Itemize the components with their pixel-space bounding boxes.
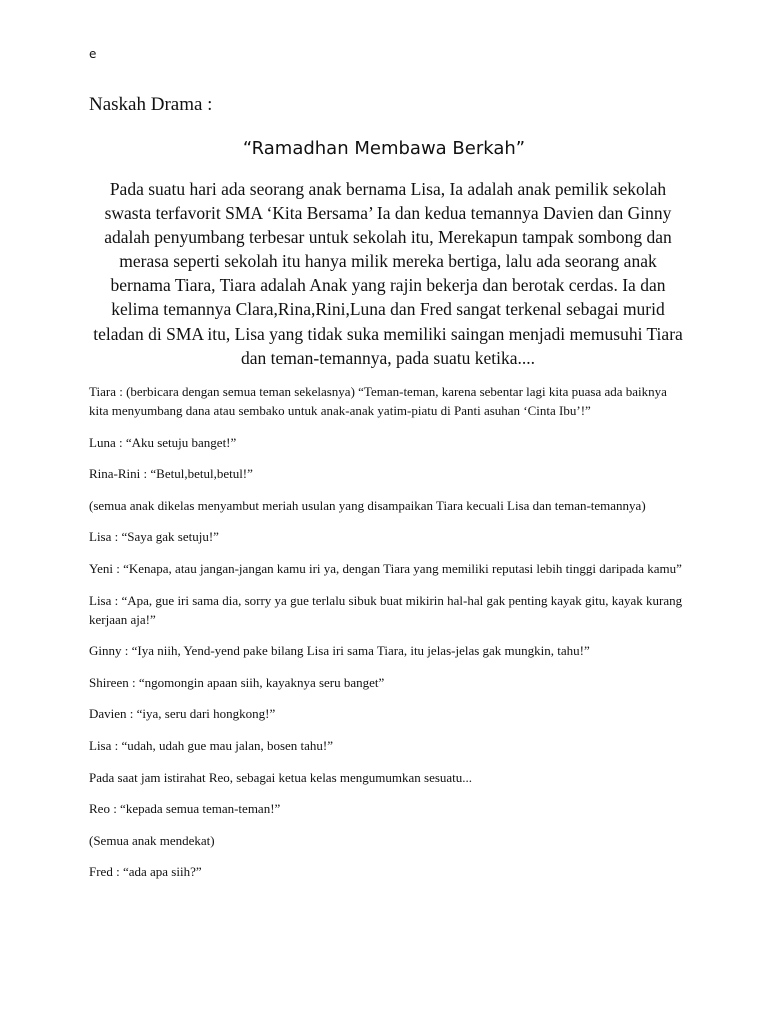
dialogue-line: Fred : “ada apa siih?” <box>89 864 202 880</box>
corner-mark: e <box>89 47 97 61</box>
dialogue-line: Yeni : “Kenapa, atau jangan-jangan kamu iri ya, dengan Tiara yang memiliki reputasi lebih tinggi daripada kamu” <box>89 560 682 576</box>
script-heading: Naskah Drama : <box>89 94 213 115</box>
drama-title: “Ramadhan Membawa Berkah” <box>242 138 526 159</box>
stage-direction: (Semua anak mendekat) <box>89 832 215 848</box>
dialogue-line: Reo : “kepada semua teman-teman!” <box>89 801 281 817</box>
dialogue-line: Ginny : “Iya niih, Yend-yend pake bilang Lisa iri sama Tiara, itu jelas-jelas gak mungkin, tahu!” <box>89 643 590 659</box>
narration-line: Pada saat jam istirahat Reo, sebagai ketua kelas mengumumkan sesuatu... <box>89 769 473 785</box>
dialogue-line: Shireen : “ngomongin apaan siih, kayaknya seru banget” <box>89 674 385 690</box>
dialogue-line: Lisa : “udah, udah gue mau jalan, bosen tahu!” <box>89 737 334 753</box>
dialogue-line: Rina-Rini : “Betul,betul,betul!” <box>89 466 253 482</box>
dialogue-line: Lisa : “Saya gak setuju!” <box>89 529 219 545</box>
dialogue-line: Tiara : (berbicara dengan semua teman sekelasnya) “Teman-teman, karena sebentar lagi kita puasa ada baiknya kita menyumbang dana atau sembako untuk anak-anak yatim-piatu di Panti asuhan ‘Cinta Ibu’!” <box>89 384 667 418</box>
dialogue-line: Davien : “iya, seru dari hongkong!” <box>89 706 276 722</box>
synopsis-paragraph: Pada suatu hari ada seorang anak bernama Lisa, Ia adalah anak pemilik sekolah swasta terfavorit SMA ‘Kita Bersama’ Ia dan kedua temannya Davien dan Ginny adalah penyumbang terbesar untuk sekolah itu, Merekapun tampak sombong dan merasa seperti sekolah itu hanya milik mereka bertiga, lalu ada seorang anak bernama Tiara, Tiara adalah Anak yang rajin bekerja dan berotak cerdas. Ia dan kelima temannya Clara,Rina,Rini,Luna dan Fred sangat terkenal sebagai murid teladan di SMA itu, Lisa yang tidak suka memiliki saingan menjadi memusuhi Tiara dan teman-temannya, pada suatu ketika.... <box>93 179 683 368</box>
dialogue-line: Luna : “Aku setuju banget!” <box>89 434 237 450</box>
dialogue-section <box>89 382 689 894</box>
stage-direction: (semua anak dikelas menyambut meriah usulan yang disampaikan Tiara kecuali Lisa dan teman-temannya) <box>89 497 646 513</box>
dialogue-line: Lisa : “Apa, gue iri sama dia, sorry ya gue terlalu sibuk buat mikirin hal-hal gak penting kayak gitu, kayak kurang kerjaan aja!” <box>89 592 683 627</box>
